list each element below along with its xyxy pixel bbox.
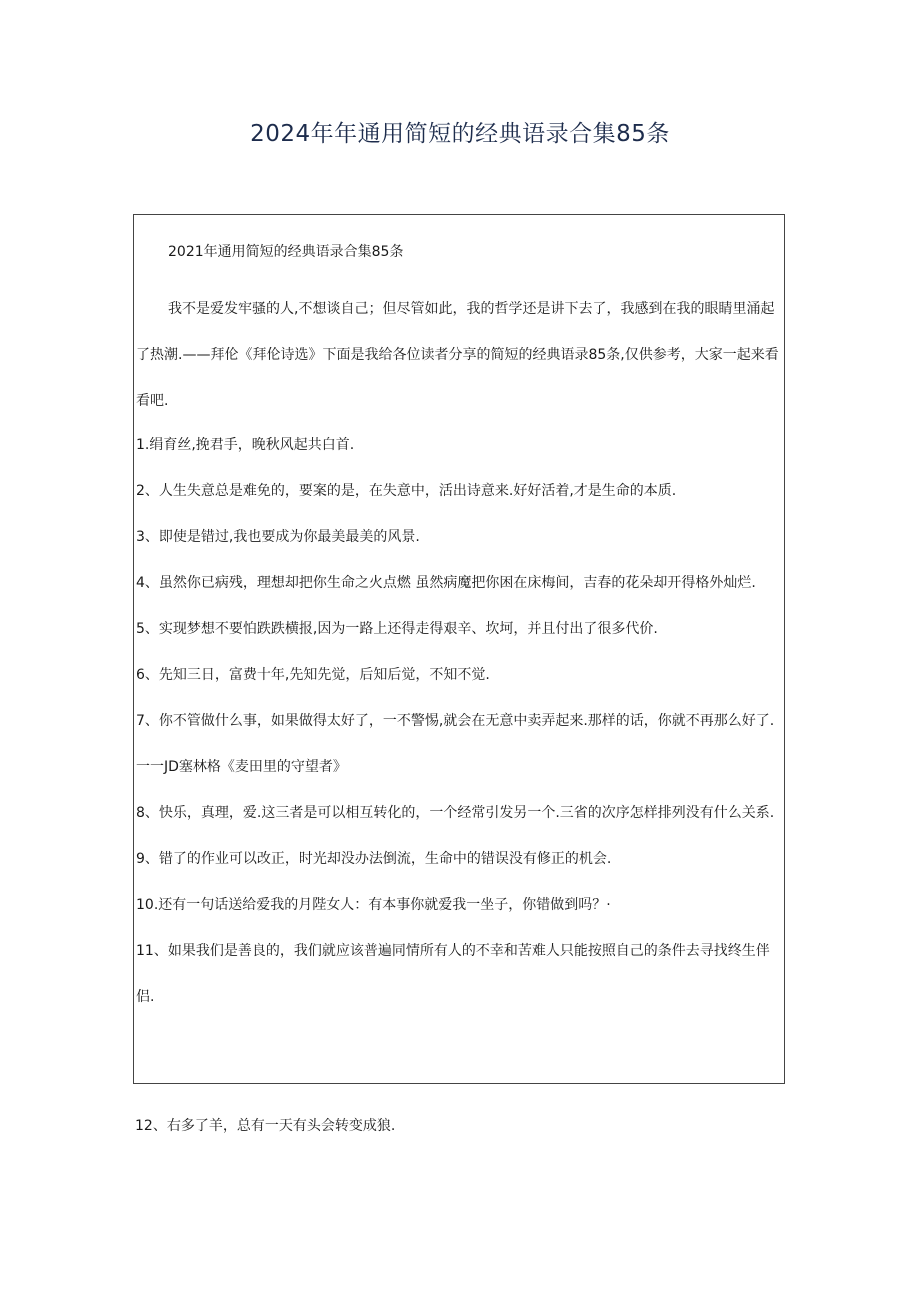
quote-8: 8、快乐，真理，爱.这三者是可以相互转化的，一个经常引发另一个.三省的次序怎样排列没有什么关系.: [136, 805, 775, 821]
quote-4: 4、虽然你已病残，理想却把你生命之火点燃 虽然病魔把你困在床梅间，吉春的花朵却开得格外灿烂.: [136, 575, 756, 591]
quote-6: 6、先知三日，富费十年,先知先觉，后知后觉，不知不觉.: [136, 667, 490, 683]
quote-9: 9、错了的作业可以改正，时光却没办法倒流，生命中的错误没有修正的机会.: [136, 851, 612, 867]
quote-12: 12、右多了羊，总有一天有头会转变成狼.: [135, 1118, 396, 1134]
subtitle: 2021年通用简短的经典语录合集85条: [168, 244, 404, 260]
quote-3: 3、即使是错过,我也要成为你最美最美的风景.: [136, 529, 420, 545]
quote-7: 7、你不管做什么事，如果做得太好了，一不警惕,就会在无意中卖弄起来.那样的话，你就不再那么好了.一一JD塞林格《麦田里的守望者》: [136, 713, 775, 775]
content-body: [136, 240, 784, 1031]
quote-11: 11、如果我们是善良的，我们就应该普遍同情所有人的不幸和苦难人只能按照自己的条件去寻找终生伴侣.: [136, 943, 770, 1005]
content-box: [133, 214, 785, 1084]
document-title: 2024年年通用简短的经典语录合集85条: [250, 121, 670, 147]
quote-5: 5、实现梦想不要怕跌跌横报,因为一路上还得走得艰辛、坎坷，并且付出了很多代价.: [136, 621, 658, 637]
quote-10: 10.还有一句话送给爱我的月陛女人：有本事你就爱我一坐子，你错做到吗？·: [136, 897, 611, 913]
quote-2: 2、人生失意总是难免的，要案的是，在失意中，活出诗意来.好好活着,才是生命的本质.: [136, 483, 677, 499]
quote-1: 1.绢育丝,挽君手，晚秋风起共白首.: [136, 437, 355, 453]
intro-paragraph: 我不是爱发牢骚的人,不想谈自己；但尽管如此，我的哲学还是讲下去了，我感到在我的眼睛里涌起了热潮.——拜伦《拜伦诗选》下面是我给各位读者分享的简短的经典语录85条,仅供参考，大家一起来看看吧.: [136, 301, 779, 409]
